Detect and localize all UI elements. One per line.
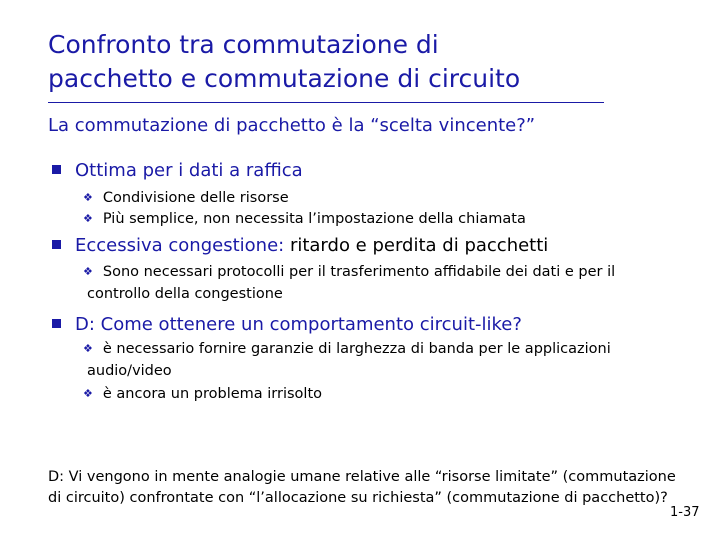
square-bullet-icon: [52, 165, 61, 174]
sub-bullet-bandwidth-continued: audio/video: [87, 363, 172, 379]
diamond-bullet-icon: ❖: [83, 387, 93, 400]
sub-bullet-text: Condivisione delle risorse: [102, 190, 289, 206]
diamond-bullet-icon: ❖: [83, 342, 93, 355]
sub-bullet-bandwidth: [83, 341, 611, 357]
slide-title-line-1: Confronto tra commutazione di: [48, 30, 439, 59]
diamond-bullet-icon: ❖: [83, 265, 93, 278]
question-note-line-1: D: Vi vengono in mente analogie umane relative alle “risorse limitate” (commutazione: [48, 469, 676, 485]
sub-bullet-text: è necessario fornire garanzie di larghezza di banda per le applicazioni: [102, 341, 611, 357]
square-bullet-icon: [52, 319, 61, 328]
title-underline: [48, 102, 604, 103]
bullet-bursty-data: [52, 160, 303, 181]
page-number: 1-37: [670, 505, 700, 520]
slide-title-line-2: pacchetto e commutazione di circuito: [48, 64, 521, 93]
bullet-text: Ottima per i dati a raffica: [75, 160, 303, 181]
bullet-text: D: Come ottenere un comportamento circuit-like?: [75, 314, 522, 335]
slide-subtitle: La commutazione di pacchetto è la “scelta vincente?”: [48, 115, 536, 136]
bullet-congestion: [52, 235, 548, 256]
sub-bullet-protocols: [83, 264, 615, 280]
sub-bullet-text: Più semplice, non necessita l’impostazione della chiamata: [102, 211, 526, 227]
sub-bullet-text: Sono necessari protocolli per il trasferimento affidabile dei dati e per il: [102, 264, 616, 280]
bullet-text: ritardo e perdita di pacchetti: [284, 235, 549, 256]
sub-bullet-protocols-continued: controllo della congestione: [87, 286, 283, 302]
sub-bullet-simpler: [83, 211, 526, 227]
bullet-highlight-text: Eccessiva congestione:: [75, 235, 285, 256]
diamond-bullet-icon: ❖: [83, 191, 93, 204]
sub-bullet-unsolved: [83, 386, 322, 402]
square-bullet-icon: [52, 240, 61, 249]
sub-bullet-text: è ancora un problema irrisolto: [102, 386, 322, 402]
bullet-circuit-like: [52, 314, 522, 335]
slide-title: [48, 28, 668, 96]
diamond-bullet-icon: ❖: [83, 212, 93, 225]
sub-bullet-resource-sharing: [83, 190, 289, 206]
question-note-line-2: di circuito) confrontate con “l’allocazione su richiesta” (commutazione di pacchetto)?: [48, 490, 668, 506]
